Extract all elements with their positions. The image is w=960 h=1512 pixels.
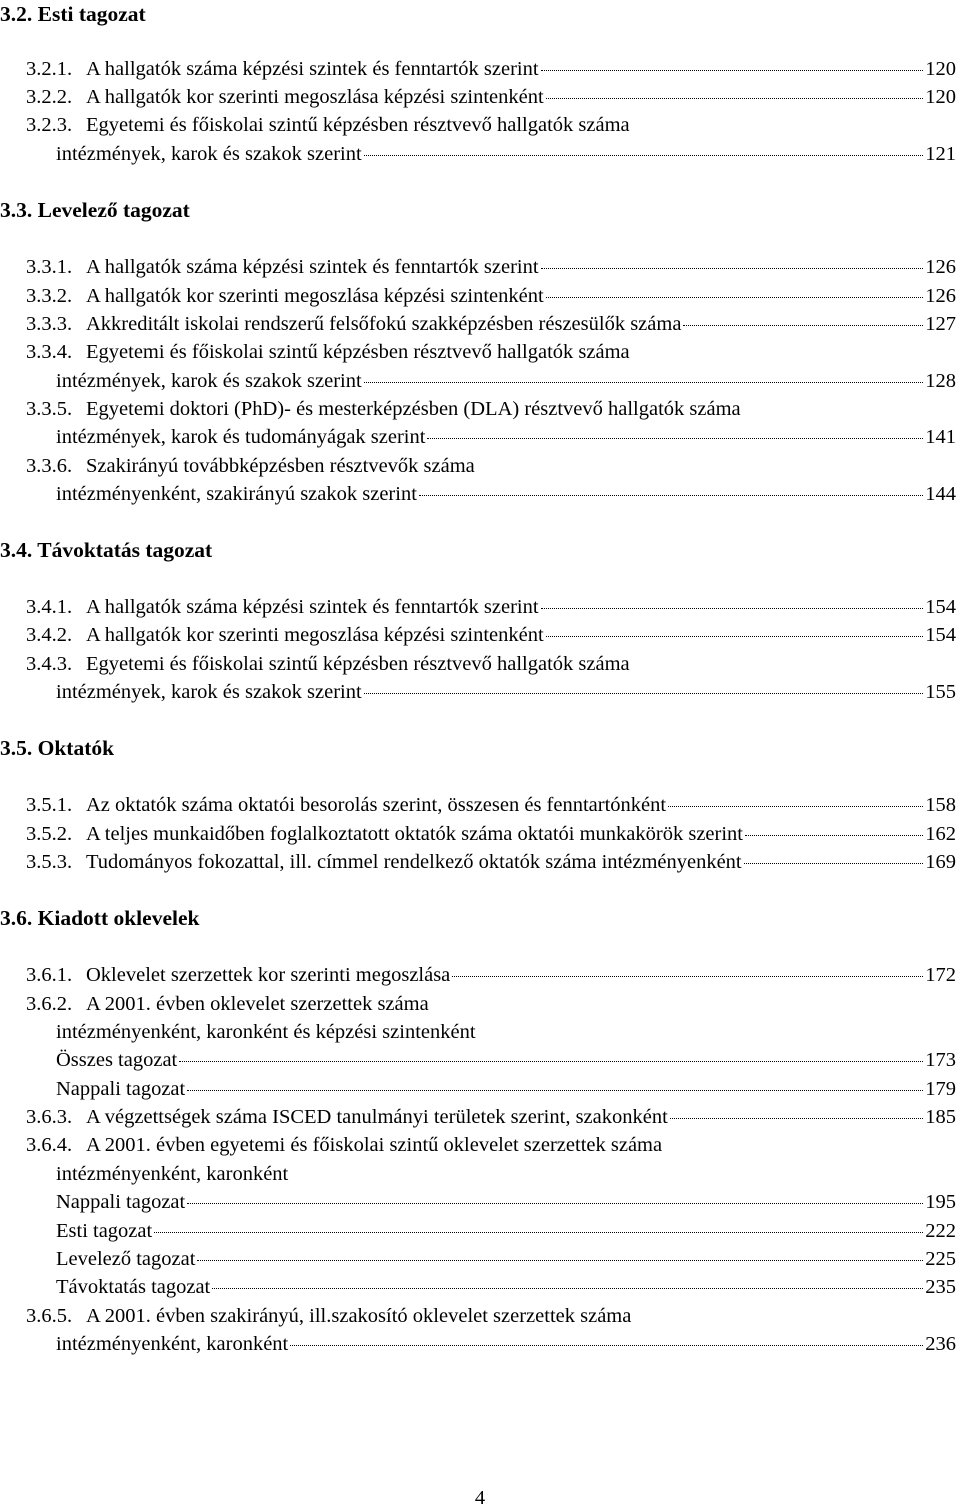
toc-title-continued: intézmények, karok és tudományágak szerint (56, 426, 426, 448)
toc-number: 3.6.2. (26, 993, 73, 1015)
toc-title-continued: intézmények, karok és szakok szerint (56, 681, 362, 703)
toc-title-continued: intézmények, karok és szakok szerint (56, 370, 362, 392)
dot-leader (179, 1042, 923, 1062)
dot-leader (290, 1326, 923, 1346)
toc-page-number: 120 (925, 58, 956, 80)
toc-number: 3.3.2. (26, 285, 73, 307)
toc-page-number: 154 (925, 624, 956, 646)
toc-number: 3.6.3. (26, 1106, 73, 1128)
toc-entry-3-3-1 (26, 253, 956, 281)
toc-page-number: 162 (925, 823, 956, 845)
dot-leader (197, 1241, 923, 1261)
toc-number: 3.2.2. (26, 86, 73, 108)
toc-page-number: 172 (925, 964, 956, 986)
dot-leader (546, 79, 924, 99)
toc-entry-3-4-3-cont (56, 678, 956, 706)
toc-page-number: 173 (925, 1049, 956, 1071)
toc-page-number: 179 (925, 1078, 956, 1100)
toc-number: 3.5.2. (26, 823, 73, 845)
toc-page-number: 155 (925, 681, 956, 703)
toc-number: 3.5.1. (26, 794, 73, 816)
toc-entry-3-5-3 (26, 848, 956, 876)
dot-leader (364, 674, 924, 694)
toc-entry-3-3-4 (26, 338, 956, 366)
dot-leader (212, 1269, 923, 1289)
toc-entry-3-3-4-cont (56, 367, 956, 395)
toc-title: Az oktatók száma oktatói besorolás szerint, összesen és fenntartónként (86, 794, 667, 816)
toc-entry-3-3-3 (26, 310, 956, 338)
toc-subentry (56, 1273, 956, 1301)
toc-page-number: 185 (925, 1106, 956, 1128)
section-heading-3-5: 3.5. Oktatók (0, 736, 115, 760)
dot-leader (452, 957, 923, 977)
dot-leader (670, 1099, 923, 1119)
toc-page-number: 126 (925, 285, 956, 307)
toc-title-continued: intézményenként, karonként és képzési szintenként (56, 1021, 476, 1043)
toc-title: A 2001. évben szakirányú, ill.szakosító oklevelet szerzettek száma (86, 1305, 632, 1327)
toc-number: 3.6.1. (26, 964, 73, 986)
toc-entry-3-3-6-cont (56, 480, 956, 508)
toc-subentry (56, 1046, 956, 1074)
dot-leader (427, 419, 923, 439)
toc-subtitle: Nappali tagozat (56, 1191, 186, 1213)
dot-leader (187, 1184, 923, 1204)
toc-page-number: 236 (925, 1333, 956, 1355)
toc-title: Egyetemi és főiskolai szintű képzésben résztvevő hallgatók száma (86, 653, 630, 675)
toc-number: 3.2.3. (26, 114, 73, 136)
toc-title: A hallgatók száma képzési szintek és fenntartók szerint (86, 596, 539, 618)
toc-title-continued: intézmények, karok és szakok szerint (56, 143, 362, 165)
toc-number: 3.2.1. (26, 58, 73, 80)
section-heading-3-4: 3.4. Távoktatás tagozat (0, 538, 213, 562)
dot-leader (668, 787, 923, 807)
toc-entry-3-6-3 (26, 1103, 956, 1131)
toc-entry-3-6-2 (26, 990, 956, 1018)
toc-page-number: 222 (925, 1220, 956, 1242)
page-number-footer: 4 (474, 1487, 486, 1509)
toc-page-number: 126 (925, 256, 956, 278)
toc-title: Egyetemi és főiskolai szintű képzésben résztvevő hallgatók száma (86, 114, 630, 136)
dot-leader (744, 844, 924, 864)
dot-leader (364, 136, 924, 156)
dot-leader (541, 589, 924, 609)
toc-page-number: 144 (925, 483, 956, 505)
toc-page-number: 121 (925, 143, 956, 165)
toc-number: 3.6.4. (26, 1134, 73, 1156)
section-heading-3-3: 3.3. Levelező tagozat (0, 198, 190, 222)
toc-title: A 2001. évben egyetemi és főiskolai szintű oklevelet szerzettek száma (86, 1134, 663, 1156)
dot-leader (154, 1213, 923, 1233)
toc-page-number: 235 (925, 1276, 956, 1298)
toc-number: 3.3.6. (26, 455, 73, 477)
toc-number: 3.3.3. (26, 313, 73, 335)
toc-entry-3-3-5-cont (56, 423, 956, 451)
toc-number: 3.3.5. (26, 398, 73, 420)
toc-subtitle: Levelező tagozat (56, 1248, 196, 1270)
toc-number: 3.3.4. (26, 341, 73, 363)
toc-title: Oklevelet szerzettek kor szerinti megoszlása (86, 964, 451, 986)
toc-page-number: 169 (925, 851, 956, 873)
dot-leader (187, 1071, 923, 1091)
toc-entry-3-6-4 (26, 1131, 956, 1159)
toc-number: 3.4.1. (26, 596, 73, 618)
dot-leader (541, 51, 924, 71)
toc-title: A hallgatók száma képzési szintek és fenntartók szerint (86, 58, 539, 80)
toc-page-number: 158 (925, 794, 956, 816)
dot-leader (683, 306, 923, 326)
toc-entry-3-2-2 (26, 83, 956, 111)
toc-entry-3-5-1 (26, 791, 956, 819)
toc-title: A hallgatók kor szerinti megoszlása képzési szintenként (86, 86, 544, 108)
toc-title: Szakirányú továbbképzésben résztvevők száma (86, 455, 475, 477)
toc-title-continued: intézményenként, karonként (56, 1333, 289, 1355)
toc-number: 3.4.3. (26, 653, 73, 675)
toc-number: 3.6.5. (26, 1305, 73, 1327)
toc-page-number: 141 (925, 426, 956, 448)
toc-page-number: 128 (925, 370, 956, 392)
toc-title: Egyetemi doktori (PhD)- és mesterképzésben (DLA) résztvevő hallgatók száma (86, 398, 741, 420)
toc-subtitle: Távoktatás tagozat (56, 1276, 211, 1298)
toc-subtitle: Nappali tagozat (56, 1078, 186, 1100)
toc-page-number: 195 (925, 1191, 956, 1213)
toc-title: A hallgatók kor szerinti megoszlása képzési szintenként (86, 624, 544, 646)
toc-page-number: 225 (925, 1248, 956, 1270)
toc-subtitle: Esti tagozat (56, 1220, 153, 1242)
toc-title-continued: intézményenként, karonként (56, 1163, 289, 1185)
dot-leader (541, 249, 924, 269)
toc-page-number: 127 (925, 313, 956, 335)
toc-entry-3-4-2 (26, 621, 956, 649)
toc-number: 3.4.2. (26, 624, 73, 646)
toc-subentry (56, 1188, 956, 1216)
toc-entry-3-6-5-cont (56, 1330, 956, 1358)
toc-page-number: 154 (925, 596, 956, 618)
dot-leader (745, 816, 923, 836)
toc-page-number: 120 (925, 86, 956, 108)
toc-title: Egyetemi és főiskolai szintű képzésben résztvevő hallgatók száma (86, 341, 630, 363)
toc-title: A 2001. évben oklevelet szerzettek száma (86, 993, 429, 1015)
section-heading-3-2: 3.2. Esti tagozat (0, 2, 146, 26)
toc-entry-3-6-1 (26, 961, 956, 989)
section-heading-3-6: 3.6. Kiadott oklevelek (0, 906, 200, 930)
toc-title: A hallgatók kor szerinti megoszlása képzési szintenként (86, 285, 544, 307)
dot-leader (546, 617, 924, 637)
toc-subtitle: Összes tagozat (56, 1049, 178, 1071)
toc-title: A hallgatók száma képzési szintek és fenntartók szerint (86, 256, 539, 278)
toc-number: 3.5.3. (26, 851, 73, 873)
toc-title: A teljes munkaidőben foglalkoztatott oktatók száma oktatói munkakörök szerint (86, 823, 743, 845)
toc-title: A végzettségek száma ISCED tanulmányi területek szerint, szakonként (86, 1106, 668, 1128)
dot-leader (419, 476, 923, 496)
toc-title: Tudományos fokozattal, ill. címmel rendelkező oktatók száma intézményenként (86, 851, 742, 873)
toc-entry-3-2-3-cont (56, 140, 956, 168)
dot-leader (546, 278, 924, 298)
toc-entry-3-2-3 (26, 111, 956, 139)
toc-number: 3.3.1. (26, 256, 73, 278)
dot-leader (364, 363, 924, 383)
toc-title-continued: intézményenként, szakirányú szakok szerint (56, 483, 417, 505)
toc-title: Akkreditált iskolai rendszerű felsőfokú szakképzésben részesülők száma (86, 313, 682, 335)
